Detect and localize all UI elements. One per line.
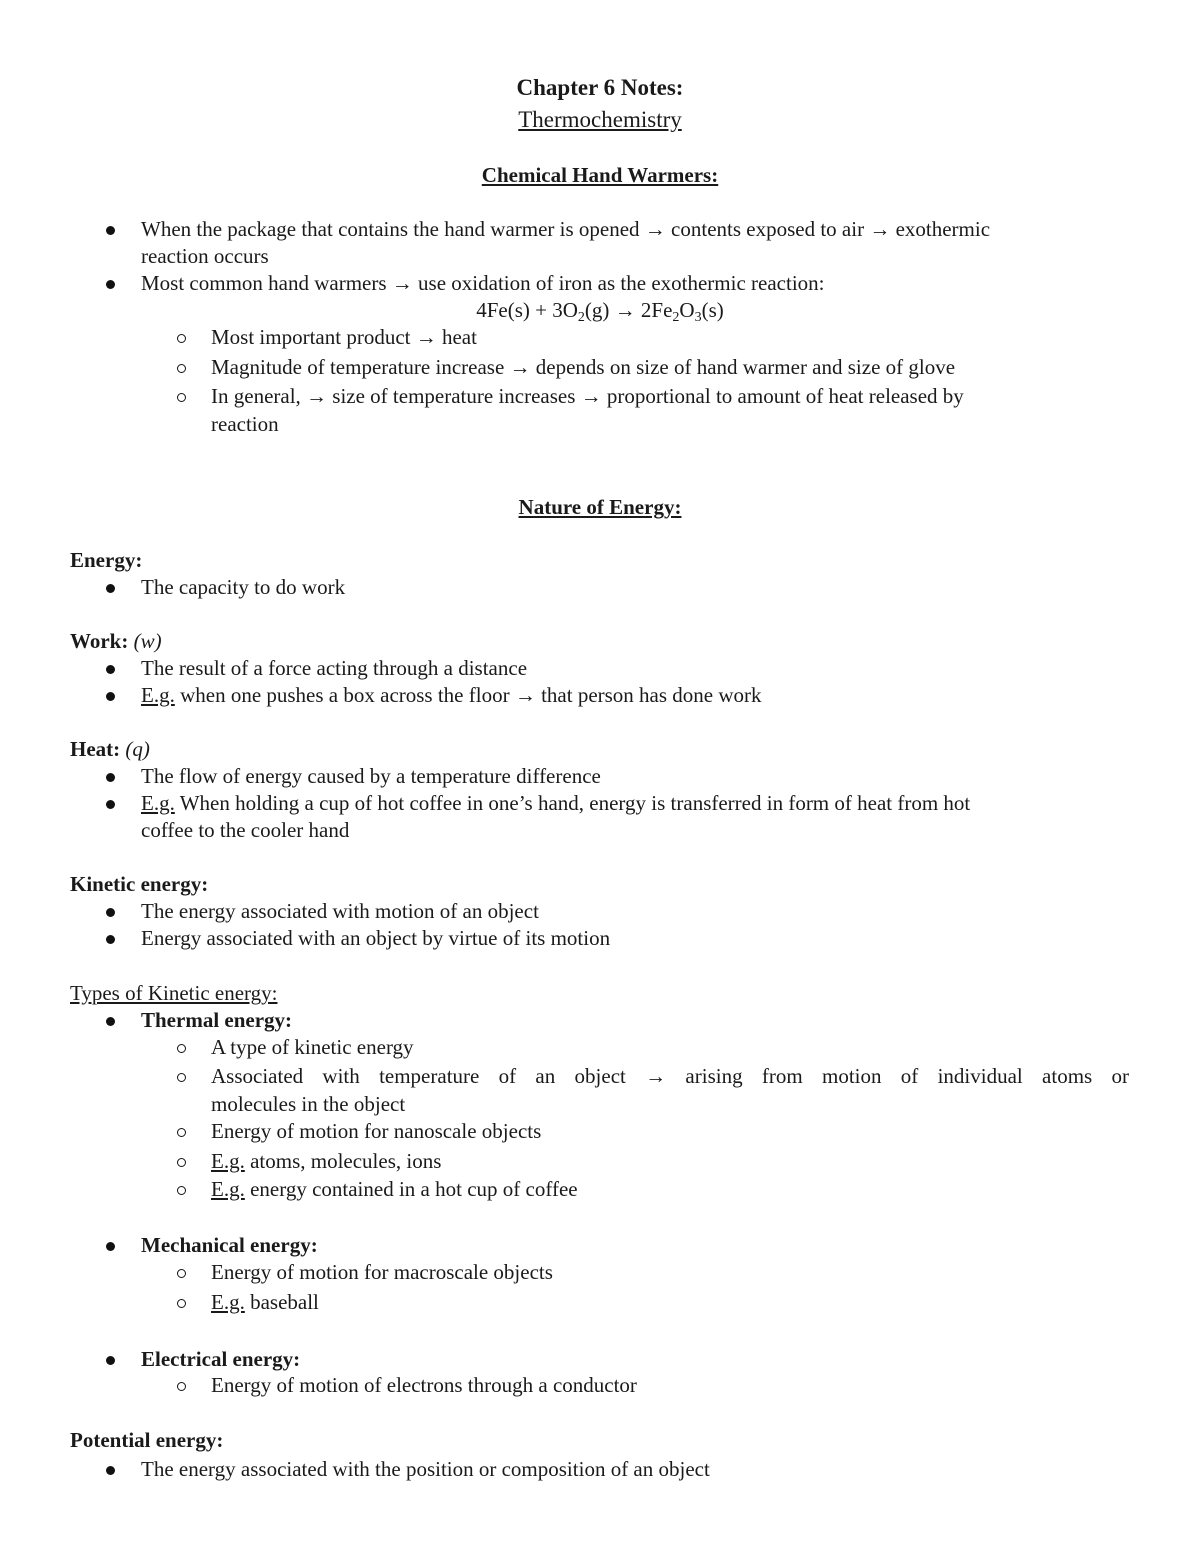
example-label: E.g.	[141, 683, 175, 707]
bullet-icon	[106, 908, 115, 917]
equation-part: (g) → 2Fe	[584, 298, 673, 322]
bullet-icon	[106, 584, 115, 593]
equation-subscript: 2	[672, 310, 680, 325]
bullet-icon	[106, 800, 115, 809]
page-subtitle	[0, 106, 1200, 133]
sub-bullet-text: In general, → size of temperature increases → proportional to amount of heat released by	[211, 384, 964, 408]
sub-bullet-icon	[177, 393, 186, 402]
term-label: Heat:	[70, 737, 121, 761]
sub-bullet-text: Energy of motion of electrons through a conductor	[211, 1373, 637, 1397]
page-title: Chapter 6 Notes:	[516, 75, 684, 100]
term-label: Work:	[70, 629, 129, 653]
equation-part: (s)	[701, 298, 724, 322]
subtitle-text: Thermochemistry	[518, 107, 682, 132]
sub-bullet-icon	[177, 1073, 186, 1082]
term-heat	[70, 736, 150, 763]
bullet-icon	[106, 692, 115, 701]
sub-bullet-text: Energy of motion for macroscale objects	[211, 1260, 553, 1284]
sub-bullet-text: A type of kinetic energy	[211, 1035, 414, 1059]
bullet-text-continued: coffee to the cooler hand	[141, 818, 350, 842]
term-symbol: (q)	[125, 737, 150, 761]
example-label: E.g.	[211, 1290, 245, 1314]
term-potential-energy: Potential energy:	[70, 1428, 224, 1452]
bullet-text: The result of a force acting through a distance	[141, 656, 528, 680]
sub-bullet-icon	[177, 1128, 186, 1137]
bullet-text: The energy associated with the position or composition of an object	[141, 1457, 710, 1481]
example-label: E.g.	[141, 791, 175, 815]
sub-bullet-icon	[177, 1158, 186, 1167]
bullet-icon	[106, 665, 115, 674]
sub-bullet-text: Energy of motion for nanoscale objects	[211, 1119, 542, 1143]
chemical-equation	[0, 297, 1200, 331]
sub-bullet-icon	[177, 1269, 186, 1278]
term-mechanical-energy: Mechanical energy:	[141, 1233, 318, 1257]
sub-bullet-text: Associated with temperature of an object → arising from motion of individual atoms or	[211, 1064, 1129, 1088]
bullet-text-continued: reaction occurs	[141, 244, 269, 268]
bullet-text: Energy associated with an object by virtue of its motion	[141, 926, 611, 950]
section-heading-hand-warmers	[0, 162, 1200, 189]
bullet-icon	[106, 1356, 115, 1365]
sub-bullet-icon	[177, 1044, 186, 1053]
term-electrical-energy: Electrical energy:	[141, 1347, 301, 1371]
bullet-text	[141, 682, 762, 709]
term-kinetic-energy: Kinetic energy:	[70, 872, 209, 896]
sub-bullet-text: Magnitude of temperature increase → depends on size of hand warmer and size of glove	[211, 355, 956, 379]
sub-bullet-text-continued: molecules in the object	[211, 1092, 406, 1116]
bullet-icon	[106, 773, 115, 782]
bullet-icon	[106, 1466, 115, 1475]
equation-subscript: 3	[694, 310, 702, 325]
example-text: when one pushes a box across the floor → that person has done work	[174, 683, 762, 707]
sub-bullet-text	[211, 1148, 441, 1175]
bullet-text	[141, 790, 970, 817]
bullet-icon	[106, 1017, 115, 1026]
equation-subscript: 2	[577, 310, 585, 325]
sub-bullet-icon	[177, 1186, 186, 1195]
term-thermal-energy: Thermal energy:	[141, 1008, 293, 1032]
sub-bullet-icon	[177, 364, 186, 373]
sub-bullet-text-continued: reaction	[211, 412, 279, 436]
sub-bullet-text: Most important product → heat	[211, 325, 477, 349]
term-work	[70, 628, 162, 655]
bullet-text: The energy associated with motion of an object	[141, 899, 539, 923]
bullet-icon	[106, 935, 115, 944]
bullet-text: Most common hand warmers → use oxidation of iron as the exothermic reaction:	[141, 271, 825, 295]
sub-bullet-icon	[177, 334, 186, 343]
sub-bullet-icon	[177, 1382, 186, 1391]
bullet-text: The capacity to do work	[141, 575, 346, 599]
bullet-icon	[106, 1242, 115, 1251]
bullet-text: When the package that contains the hand warmer is opened → contents exposed to air → exothermic	[141, 217, 991, 241]
sub-bullet-text	[211, 1289, 319, 1316]
sub-bullet-text	[211, 1176, 578, 1203]
bullet-icon	[106, 226, 115, 235]
bullet-text: The flow of energy caused by a temperature difference	[141, 764, 601, 788]
subsection-heading-text: Types of Kinetic energy:	[70, 981, 278, 1005]
equation-part: 4Fe(s) + 3O	[476, 298, 578, 322]
heading-text: Chemical Hand Warmers:	[481, 163, 719, 187]
term-energy: Energy:	[70, 548, 143, 572]
example-text: energy contained in a hot cup of coffee	[244, 1177, 578, 1201]
example-label: E.g.	[211, 1177, 245, 1201]
subsection-heading-types	[70, 980, 278, 1007]
example-text: When holding a cup of hot coffee in one’s hand, energy is transferred in form of heat from hot	[174, 791, 971, 815]
example-text: atoms, molecules, ions	[244, 1149, 442, 1173]
equation-part: O	[679, 298, 695, 322]
bullet-icon	[106, 280, 115, 289]
example-text: baseball	[244, 1290, 319, 1314]
example-label: E.g.	[211, 1149, 245, 1173]
section-heading-nature-of-energy	[0, 494, 1200, 521]
heading-text: Nature of Energy:	[518, 495, 682, 519]
sub-bullet-icon	[177, 1299, 186, 1308]
term-symbol: (w)	[133, 629, 162, 653]
